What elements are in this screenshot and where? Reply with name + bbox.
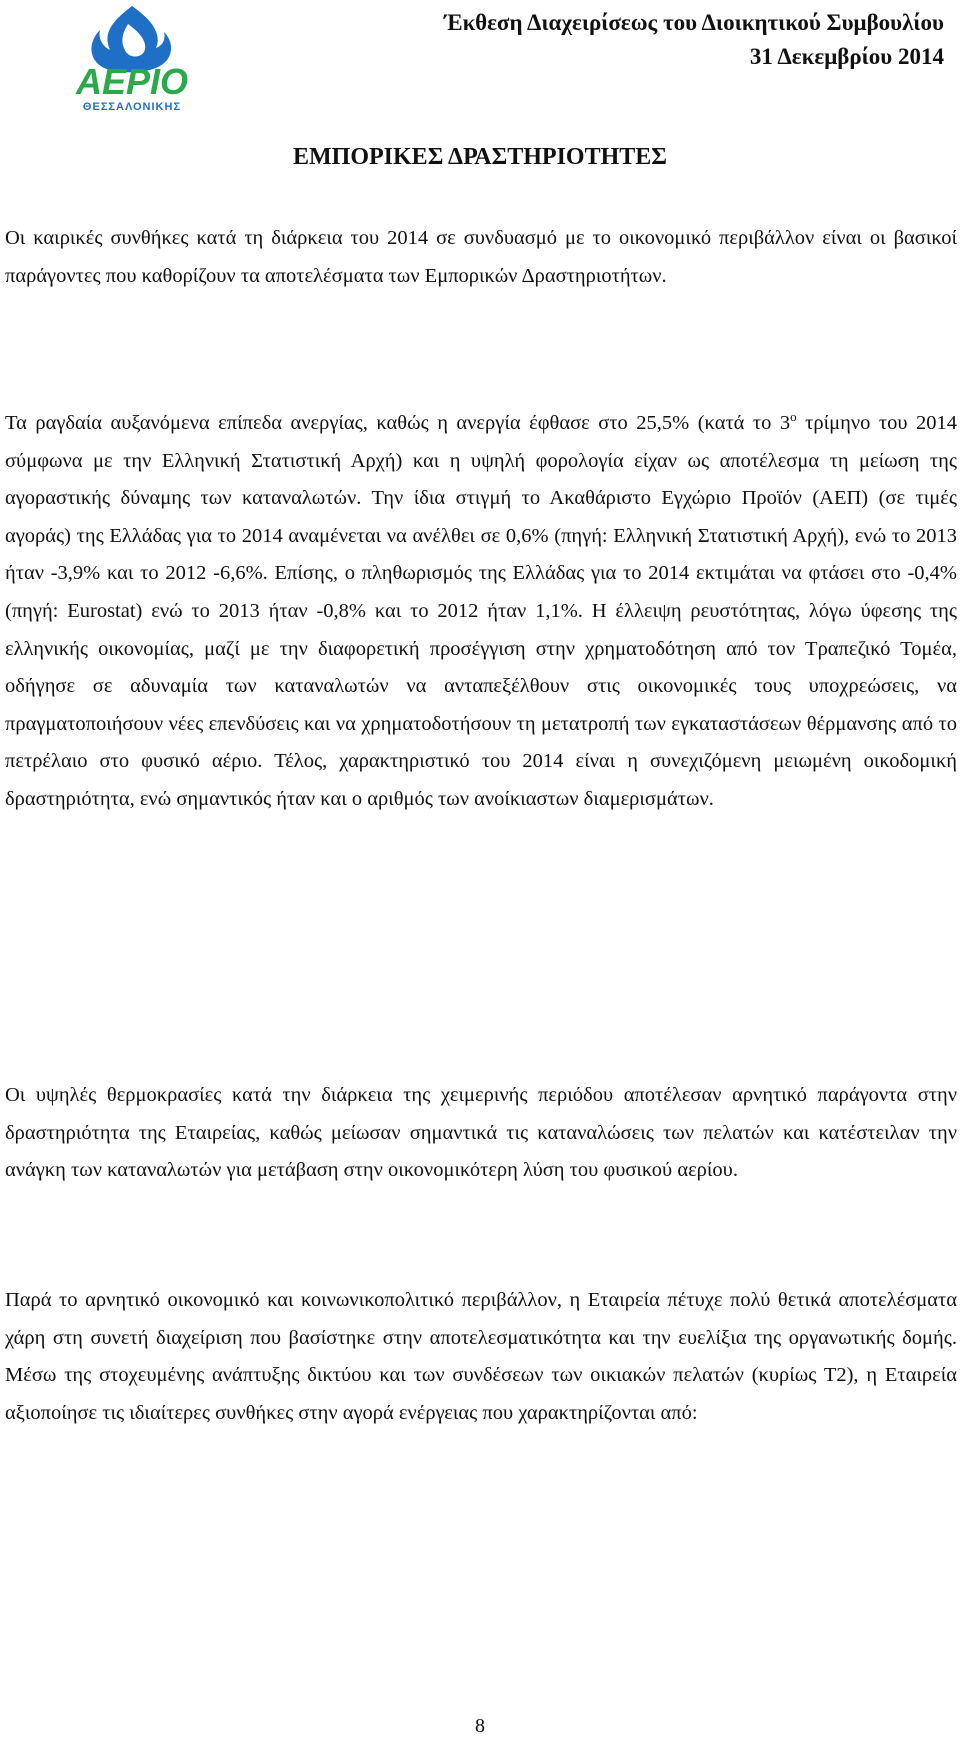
paragraph-high-temperatures: Οι υψηλές θερμοκρασίες κατά την διάρκεια της χειμερινής περιόδου αποτέλεσαν αρνητικό παράγοντα στην δραστηριότητα της Εταιρείας, καθώς μείωσαν σημαντικά τις καταναλώσεις των πελατών και κατέστειλαν την ανάγκη των καταναλωτών για μετάβαση στην οικονομικότερη λύση του φυσικού αερίου.	[5, 1084, 957, 1182]
report-title: Έκθεση Διαχειρίσεως του Διοικητικού Συμβουλίου	[444, 10, 944, 35]
paragraph-text: τρίμηνο του 2014 σύμφωνα με την Ελληνική Στατιστική Αρχή) και η υψηλή φορολογία είχαν ως αποτέλεσμα τη μείωση της αγοραστικής δύναμης των καταναλωτών. Την ίδια στιγμή το Ακαθάριστο Εγχώριο Προϊόν (ΑΕΠ) (σε τιμές αγοράς) της Ελλάδας για το 2014 αναμένεται να ανέλθει σε 0,6% (πηγή: Ελληνική Στατιστική Αρχή), ενώ το 2013 ήταν -3,9% και το 2012 -6,6%. Επίσης, ο πληθωρισμός της Ελλάδας για το 2014 εκτιμάται να φτάσει στο -0,4% (πηγή: Eurostat) ενώ το 2013 ήταν -0,8% και το 2012 ήταν 1,1%. Η έλλειψη ρευστότητας, λόγω ύφεσης της ελληνικής οικονομίας, μαζί με την διαφορετική προσέγγιση στην χρηματοδότηση από τον Τραπεζικό Τομέα, οδήγησε σε αδυναμία των καταναλωτών να ανταπεξέλθουν στις οικονομικές τους υποχρεώσεις, να πραγματοποιήσουν νέες επενδύσεις και να χρηματοδοτήσουν τη μετατροπή των εγκαταστάσεων θέρμανσης από το πετρέλαιο στο φυσικό αέριο. Τέλος, χαρακτηριστικό του 2014 είναι η συνεχιζόμενη μειωμένη οικοδομική δραστηριότητα, ενώ σημαντικός ήταν και ο αριθμός των ανοίκιαστων διαμερισμάτων.	[5, 412, 957, 810]
report-date: 31 Δεκεμβρίου 2014	[749, 44, 944, 69]
paragraph-weather-economy: Οι καιρικές συνθήκες κατά τη διάρκεια του 2014 σε συνδυασμό με το οικονομικό περιβάλλον είναι οι βασικοί παράγοντες που καθορίζουν τα αποτελέσματα των Εμπορικών Δραστηριοτήτων.	[5, 227, 957, 287]
paragraph-economic-conditions	[5, 405, 957, 819]
flame-logo-icon	[44, 2, 220, 114]
svg-text:ΘΕΣΣΑΛΟΝΙΚΗΣ: ΘΕΣΣΑΛΟΝΙΚΗΣ	[82, 101, 182, 113]
paragraph-text: Τα ραγδαία αυξανόμενα επίπεδα ανεργίας, καθώς η ανεργία έφθασε στο 25,5% (κατά το 3	[5, 412, 791, 434]
paragraph-company-results: Παρά το αρνητικό οικονομικό και κοινωνικοπολιτικό περιβάλλον, η Εταιρεία πέτυχε πολύ θετικά αποτελέσματα χάρη στη συνετή διαχείριση που βασίστηκε στην αποτελεσματικότητα και την ευελίξια της οργανωτικής δομής. Μέσω της στοχευμένης ανάπτυξης δικτύου και των συνδέσεων των οικιακών πελατών (κυρίως Τ2), η Εταιρεία αξιοποίησε τις ιδιαίτερες συνθήκες στην αγορά ενέργειας που χαρακτηρίζονται από:	[5, 1289, 957, 1424]
page-number: 8	[475, 1715, 485, 1737]
svg-text:ΑΕΡΙΟ: ΑΕΡΙΟ	[75, 61, 189, 102]
ordinal-superscript: ο	[790, 409, 797, 425]
report-header	[444, 6, 944, 74]
company-logo	[44, 2, 220, 114]
section-heading: ΕΜΠΟΡΙΚΕΣ ΔΡΑΣΤΗΡΙΟΤΗΤΕΣ	[293, 144, 667, 170]
